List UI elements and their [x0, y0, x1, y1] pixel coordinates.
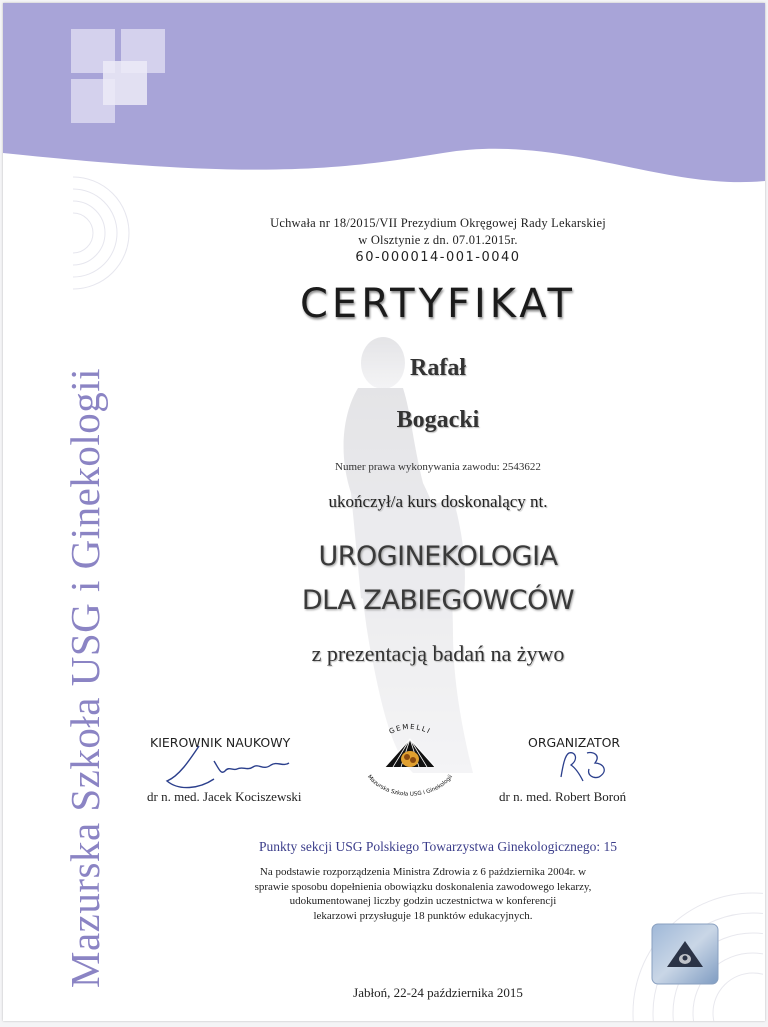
course-title-line-2: DLA ZABIEGOWCÓW [301, 585, 575, 616]
resolution-text [153, 215, 723, 249]
resolution-line-1: Uchwała nr 18/2015/VII Prezydium Okręgowej Rady Lekarskiej [270, 216, 606, 230]
logo-bottom-text: Mazurska Szkoła USG i Ginekologii [365, 774, 455, 798]
logo-top-text: GEMELLI [387, 722, 433, 736]
svg-text:Mazurska Szkoła USG i Ginekolo [366, 774, 454, 798]
organizer-label: ORGANIZATOR [528, 735, 621, 750]
scientific-head-label: KIEROWNIK NAUKOWY [150, 735, 291, 750]
legal-note [193, 865, 653, 923]
gemelli-logo [355, 719, 465, 799]
organizer-signature [553, 747, 623, 787]
registration-number: 60-000014-001-0040 [355, 250, 521, 265]
legal-line-1: Na podstawie rozporządzenia Ministra Zdrowia z 6 października 2004r. w [259, 866, 587, 878]
certificate-title: CERTYFIKAT [300, 281, 576, 327]
legal-line-4: lekarzowi przysługuje 18 punktów edukacyjnych. [313, 909, 533, 922]
resolution-line-2: w Olsztynie z dn. 07.01.2015r. [358, 233, 518, 247]
section-points: Punkty sekcji USG Polskiego Towarzystwa Ginekologicznego: 15 [258, 839, 617, 854]
organizer-name: dr n. med. Robert Boroń [499, 789, 627, 804]
legal-line-2: sprawie sposobu dopełnienia obowiązku doskonalenia zawodowego lekarzy, [254, 880, 592, 893]
course-subtitle: z prezentacją badań na żywo [311, 641, 565, 666]
place-and-date: Jabłoń, 22-24 października 2015 [353, 985, 523, 1000]
legal-line-3: udokumentowanej liczby godzin uczestnictwa w konferencji [289, 895, 557, 907]
recipient-first-name: Rafał [410, 355, 466, 381]
completion-statement: ukończył/a kurs doskonalący nt. [328, 492, 548, 511]
svg-text:GEMELLI [388, 723, 432, 736]
license-number: Numer prawa wykonywania zawodu: 2543622 [335, 461, 541, 473]
certificate-page [3, 3, 765, 1021]
course-title-line-1: UROGINEKOLOGIA [318, 541, 558, 572]
recipient-last-name: Bogacki [396, 407, 480, 433]
hologram-sticker [651, 923, 719, 985]
scientific-head-name: dr n. med. Jacek Kociszewski [147, 789, 302, 804]
side-title: Mazurska Szkoła USG i Ginekologii [62, 367, 108, 988]
